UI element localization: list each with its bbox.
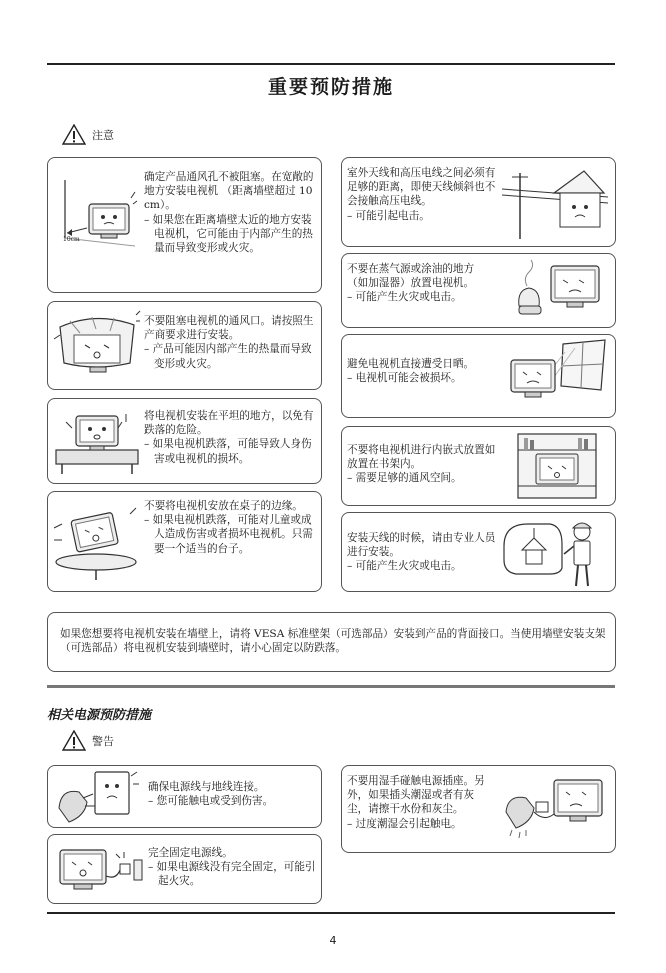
- caution-note-text: – 需要足够的通风空间。: [347, 472, 462, 485]
- warning-main-text: 不要用湿手碰触电源插座。另外，如果插头潮湿或者有灰尘，请擦干水份和灰尘。: [347, 775, 485, 816]
- caution-header: [62, 124, 114, 145]
- tv-on-stand-illustration: [52, 406, 142, 478]
- tv-covered-cloth-illustration: [52, 309, 142, 381]
- bottom-rule: [47, 912, 615, 914]
- caution-main-text: 室外天线和高压电线之间必须有足够的距离，即使天线倾斜也不会接触高压电线。: [347, 167, 496, 208]
- caution-box-sunlight-text: [347, 357, 497, 385]
- caution-box-ventilation-distance-pic-label: 10cm: [63, 236, 80, 243]
- caution-main-text: 安装天线的时候，请由专业人员进行安装。: [347, 532, 496, 559]
- caution-main-text: 不要将电视机安放在桌子的边缘。: [144, 500, 303, 512]
- wet-hand-plug-illustration: [500, 772, 610, 846]
- caution-box-humidifier-text: [347, 262, 495, 305]
- power-plug-ground-illustration: [55, 768, 141, 826]
- caution-box-built-in-shelf-text: [347, 443, 497, 486]
- caution-box-ventilation-distance-text: [144, 170, 314, 255]
- wall-mount-text: 如果您想要将电视机安装在墙壁上，请将 VESA 标准壁架（可选部品）安装到产品的背面接口。当使用墙壁安装支架（可选部品）将电视机安装到墙壁时，请小心固定以防跌落。: [60, 628, 606, 655]
- caution-box-blocked-vents-text: [144, 314, 316, 371]
- tv-humidifier-illustration: [507, 258, 607, 322]
- warning-box-grounding-text: [148, 780, 318, 808]
- warning-note-text: – 您可能触电或受到伤害。: [148, 795, 274, 808]
- tv-window-sunlight-illustration: [505, 338, 609, 414]
- caution-note-text: – 产品可能因内部产生的热量而导致变形或火灾。: [144, 343, 312, 370]
- warning-triangle-icon: [62, 124, 86, 145]
- caution-note-text: – 可能引起电击。: [347, 209, 430, 222]
- caution-note-text: – 如果电视机跌落，可能对儿童或成人造成伤害或者损坏电视机。只需要一个适当的台子。: [144, 514, 313, 555]
- page-number: 4: [329, 934, 337, 947]
- caution-note-text: – 可能产生火灾或电击。: [347, 560, 462, 573]
- caution-main-text: 将电视机安装在平坦的地方，以免有跌落的危险。: [144, 410, 314, 437]
- caution-main-text: 不要阻塞电视机的通风口。请按照生产商要求进行安装。: [144, 315, 314, 342]
- caution-note-text: – 如果您在距离墙壁太近的地方安装电视机，它可能由于内部产生的热量而导致变形或火灾。: [144, 213, 313, 255]
- warning-label: 警告: [92, 734, 114, 748]
- warning-triangle-icon: [62, 730, 86, 751]
- caution-box-antenna-install-text: [347, 531, 497, 574]
- antenna-house-illustration: [500, 163, 610, 241]
- caution-note-text: – 电视机可能会被损坏。: [347, 372, 462, 385]
- tv-in-bookshelf-illustration: [508, 430, 606, 502]
- caution-main-text: 避免电视机直接遭受日晒。: [347, 358, 475, 370]
- warning-main-text: 确保电源线与地线连接。: [148, 781, 265, 793]
- power-section-title: 相关电源预防措施: [47, 708, 152, 723]
- caution-main-text: 确定产品通风孔不被阻塞。在宽敞的地方安装电视机 （距离墙壁超过 10 cm）。: [144, 171, 314, 212]
- top-rule: [47, 63, 615, 65]
- caution-box-antenna-power-line-text: [347, 166, 497, 223]
- caution-label: 注意: [92, 128, 114, 142]
- caution-box-flat-surface-text: [144, 409, 316, 466]
- technician-antenna-illustration: [500, 516, 608, 590]
- tv-unplugged-cord-illustration: [54, 840, 144, 900]
- warning-main-text: 完全固定电源线。: [148, 847, 233, 859]
- section-divider: [47, 685, 615, 688]
- caution-note-text: – 如果电视机跌落，可能导致人身伤害或电视机的损坏。: [144, 438, 312, 465]
- warning-note-text: – 如果电源线没有完全固定，可能引起火灾。: [148, 861, 316, 888]
- tv-falling-table-illustration: [50, 500, 142, 584]
- warning-note-text: – 过度潮湿会引起触电。: [347, 817, 462, 830]
- warning-box-wet-hands-text: [347, 774, 495, 831]
- page-title: 重要预防措施: [267, 76, 394, 98]
- warning-header: [62, 730, 114, 751]
- caution-box-table-edge-text: [144, 499, 316, 556]
- warning-box-secure-cord-text: [148, 846, 318, 889]
- caution-main-text: 不要在蒸气源或涂油的地方（如加湿器）放置电视机。: [347, 263, 475, 290]
- caution-note-text: – 可能产生火灾或电击。: [347, 291, 462, 304]
- caution-main-text: 不要将电视机进行内嵌式放置如放置在书架内。: [347, 444, 496, 471]
